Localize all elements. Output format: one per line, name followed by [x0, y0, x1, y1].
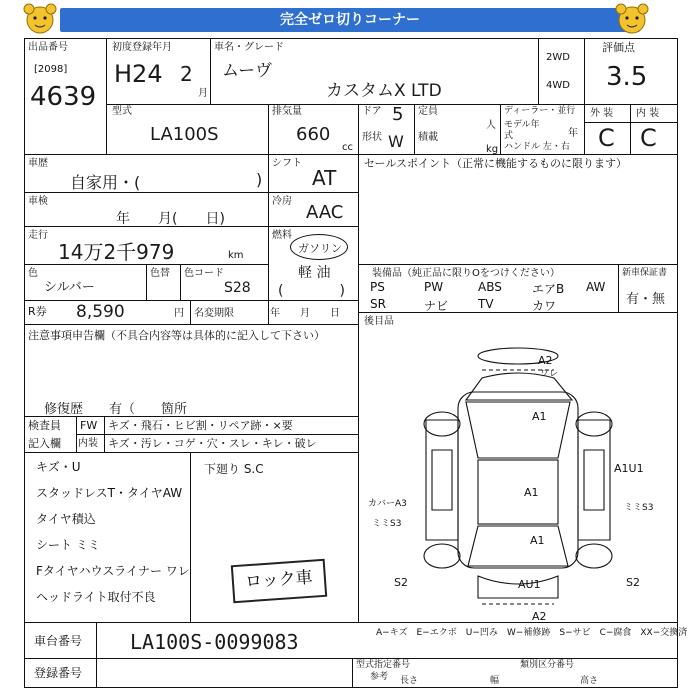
- remark-item: キズ・U: [36, 460, 81, 474]
- rating-int: C: [640, 124, 657, 152]
- remark-right: 下廻り S.C: [204, 462, 264, 476]
- shift-label: シフト: [272, 158, 302, 169]
- shift-value: AT: [312, 166, 337, 190]
- engine-label: 排気量: [272, 106, 302, 117]
- svg-text:A2: A2: [538, 354, 553, 367]
- inspection-text: 年 月( 日): [116, 211, 225, 227]
- mileage-value: 14万2千979: [58, 240, 175, 264]
- mascot-icon: [612, 2, 652, 38]
- warranty-value: 有・無: [626, 292, 666, 307]
- handle-label: ハンドル 左・右: [504, 142, 570, 152]
- equipment-item: ナビ: [424, 299, 449, 313]
- svg-text:A1: A1: [524, 486, 539, 499]
- equipment-item: PS: [370, 280, 385, 294]
- load-unit: kg: [486, 144, 499, 155]
- equipment-item: TV: [478, 297, 494, 311]
- fuel-diesel: 軽 油: [298, 265, 331, 281]
- load-label: 積載: [418, 132, 438, 143]
- equipment-item: エアB: [532, 282, 565, 296]
- check-r2-label: 記入欄: [28, 437, 61, 450]
- inspection-label: 車検: [28, 196, 48, 207]
- svg-text:A1: A1: [532, 410, 547, 423]
- price-unit: 円: [174, 308, 184, 319]
- car-damage-diagram: [362, 330, 674, 630]
- check-r1-head: FW: [80, 419, 98, 432]
- drive-2wd: 2WD: [546, 52, 570, 63]
- engine-value: 660: [296, 124, 331, 145]
- doors-label: ドア: [362, 106, 382, 117]
- lot-sub: [2098]: [34, 64, 68, 75]
- drive-4wd: 4WD: [546, 80, 570, 91]
- svg-text:AU1: AU1: [518, 578, 541, 591]
- check-r2-text: キズ・汚レ・コゲ・穴・スレ・キレ・破レ: [108, 437, 317, 450]
- model-year-label: モデル年式: [504, 120, 540, 141]
- repair-history: 修復歴 有（ 箇所: [44, 402, 188, 417]
- year-unit: 年: [568, 128, 578, 139]
- equipment-item: AW: [586, 280, 606, 294]
- price-label: R券: [28, 305, 47, 318]
- svg-text:ワレ: ワレ: [540, 369, 559, 379]
- header-banner: 完全ゼロ切りコーナー: [60, 8, 640, 32]
- history-value: 自家用・(: [70, 173, 141, 192]
- car-grade: カスタムX LTD: [326, 81, 442, 101]
- svg-text:ミミS3: ミミS3: [372, 519, 402, 529]
- mascot-icon: [20, 2, 60, 38]
- aircon-label: 冷房: [272, 196, 292, 207]
- remark-item: タイヤ積込: [36, 512, 96, 526]
- remark-item: Fタイヤハウスライナー ワレ: [36, 564, 190, 578]
- capacity-label: 定員: [418, 106, 438, 117]
- mileage-unit: km: [228, 250, 244, 261]
- footer-ref: 参考: [370, 672, 389, 682]
- remark-item: シート ミミ: [36, 538, 100, 552]
- name-change-ymd: 年 月 日: [270, 308, 340, 319]
- rating-ext-label: 外 装: [590, 108, 614, 119]
- chassis-label: 車台番号: [34, 634, 83, 648]
- doors-value: 5: [392, 104, 404, 125]
- model-value: LA100S: [150, 124, 219, 145]
- car-label: 車名・グレード: [214, 42, 284, 53]
- equipment-item: SR: [370, 297, 386, 311]
- svg-text:ミミS3: ミミS3: [624, 503, 654, 513]
- lock-stamp: ロック車: [231, 559, 327, 603]
- color-code-label: 色コード: [184, 268, 224, 279]
- dealer-label: ディーラー・並行: [504, 106, 576, 116]
- engine-unit: cc: [342, 142, 353, 153]
- car-name: ムーヴ: [222, 61, 273, 81]
- color-code: S28: [224, 280, 251, 296]
- name-change-label: 名変期限: [194, 308, 234, 319]
- remark-item: スタッドレスT・タイヤAW: [36, 486, 183, 500]
- notes-label: 注意事項申告欄（不具合内容等は具体的に記入して下さい）: [28, 329, 325, 342]
- reg-label: 初度登録年月: [112, 42, 172, 53]
- svg-text:A1U1: A1U1: [614, 462, 644, 475]
- aircon-value: AAC: [306, 202, 344, 223]
- svg-text:カバーA3: カバーA3: [368, 499, 407, 509]
- remark-item: ヘッドライト取付不良: [36, 590, 156, 604]
- rating-label: 評価点: [602, 41, 635, 54]
- fuel-label: 燃料: [272, 230, 292, 241]
- equipment-item: PW: [424, 280, 444, 294]
- price-value: 8,590: [76, 302, 125, 322]
- warranty-label: 新車保証書: [622, 268, 668, 278]
- remarks-list: [36, 458, 190, 618]
- equipment-label: 装備品（純正品に限りOをつけください）: [372, 268, 560, 279]
- sales-point-label: セールスポイント（正常に機能するものに限ります）: [364, 157, 628, 170]
- color-label: 色: [28, 268, 38, 279]
- color-change-label: 色替: [150, 268, 170, 279]
- reg-year: H24: [114, 60, 163, 88]
- history-label: 車歴: [28, 158, 48, 169]
- check-r1-label: 検査員: [28, 419, 61, 432]
- check-r2-head: 内装: [78, 438, 98, 449]
- rating-int-label: 内 装: [636, 108, 660, 119]
- equipment-item: ABS: [478, 280, 502, 294]
- lot-number: 4639: [30, 82, 97, 112]
- footer-width: 幅: [490, 676, 500, 686]
- rear-seat-label: 後目品: [364, 316, 394, 327]
- shape-value: W: [388, 132, 404, 151]
- equipment-grid: [362, 278, 618, 312]
- model-label: 型式: [112, 106, 132, 117]
- svg-text:S2: S2: [626, 576, 640, 589]
- lot-label: 出品番号: [28, 42, 68, 53]
- color-value: シルバー: [44, 280, 95, 295]
- svg-text:A1: A1: [530, 534, 545, 547]
- footer-length: 長さ: [400, 676, 419, 686]
- chassis-value: LA100S-0099083: [130, 630, 299, 654]
- svg-text:A2: A2: [532, 610, 547, 623]
- history-close: ): [256, 170, 263, 189]
- shape-label: 形状: [362, 132, 382, 143]
- plate-label: 登録番号: [34, 666, 83, 680]
- equipment-item: カワ: [532, 299, 557, 313]
- footer-type-no: 型式指定番号: [356, 660, 411, 670]
- rating-ext: C: [598, 124, 615, 152]
- rating-score: 3.5: [606, 62, 648, 92]
- capacity-unit: 人: [486, 120, 496, 131]
- check-r1-text: キズ・飛石・ヒビ割・リペア跡・×要: [108, 419, 293, 432]
- reg-month-unit: 月: [198, 88, 208, 99]
- legend: A−キズ E−エクボ U−凹み W−補修跡 S−サビ C−腐食 XX−交換済: [376, 628, 688, 638]
- mileage-label: 走行: [28, 230, 48, 241]
- footer-height: 高さ: [580, 676, 599, 686]
- footer-class-no: 類別区分番号: [520, 660, 575, 670]
- reg-month: 2: [180, 62, 193, 86]
- fuel-gasoline: ガソリン: [298, 242, 342, 255]
- svg-text:S2: S2: [394, 576, 408, 589]
